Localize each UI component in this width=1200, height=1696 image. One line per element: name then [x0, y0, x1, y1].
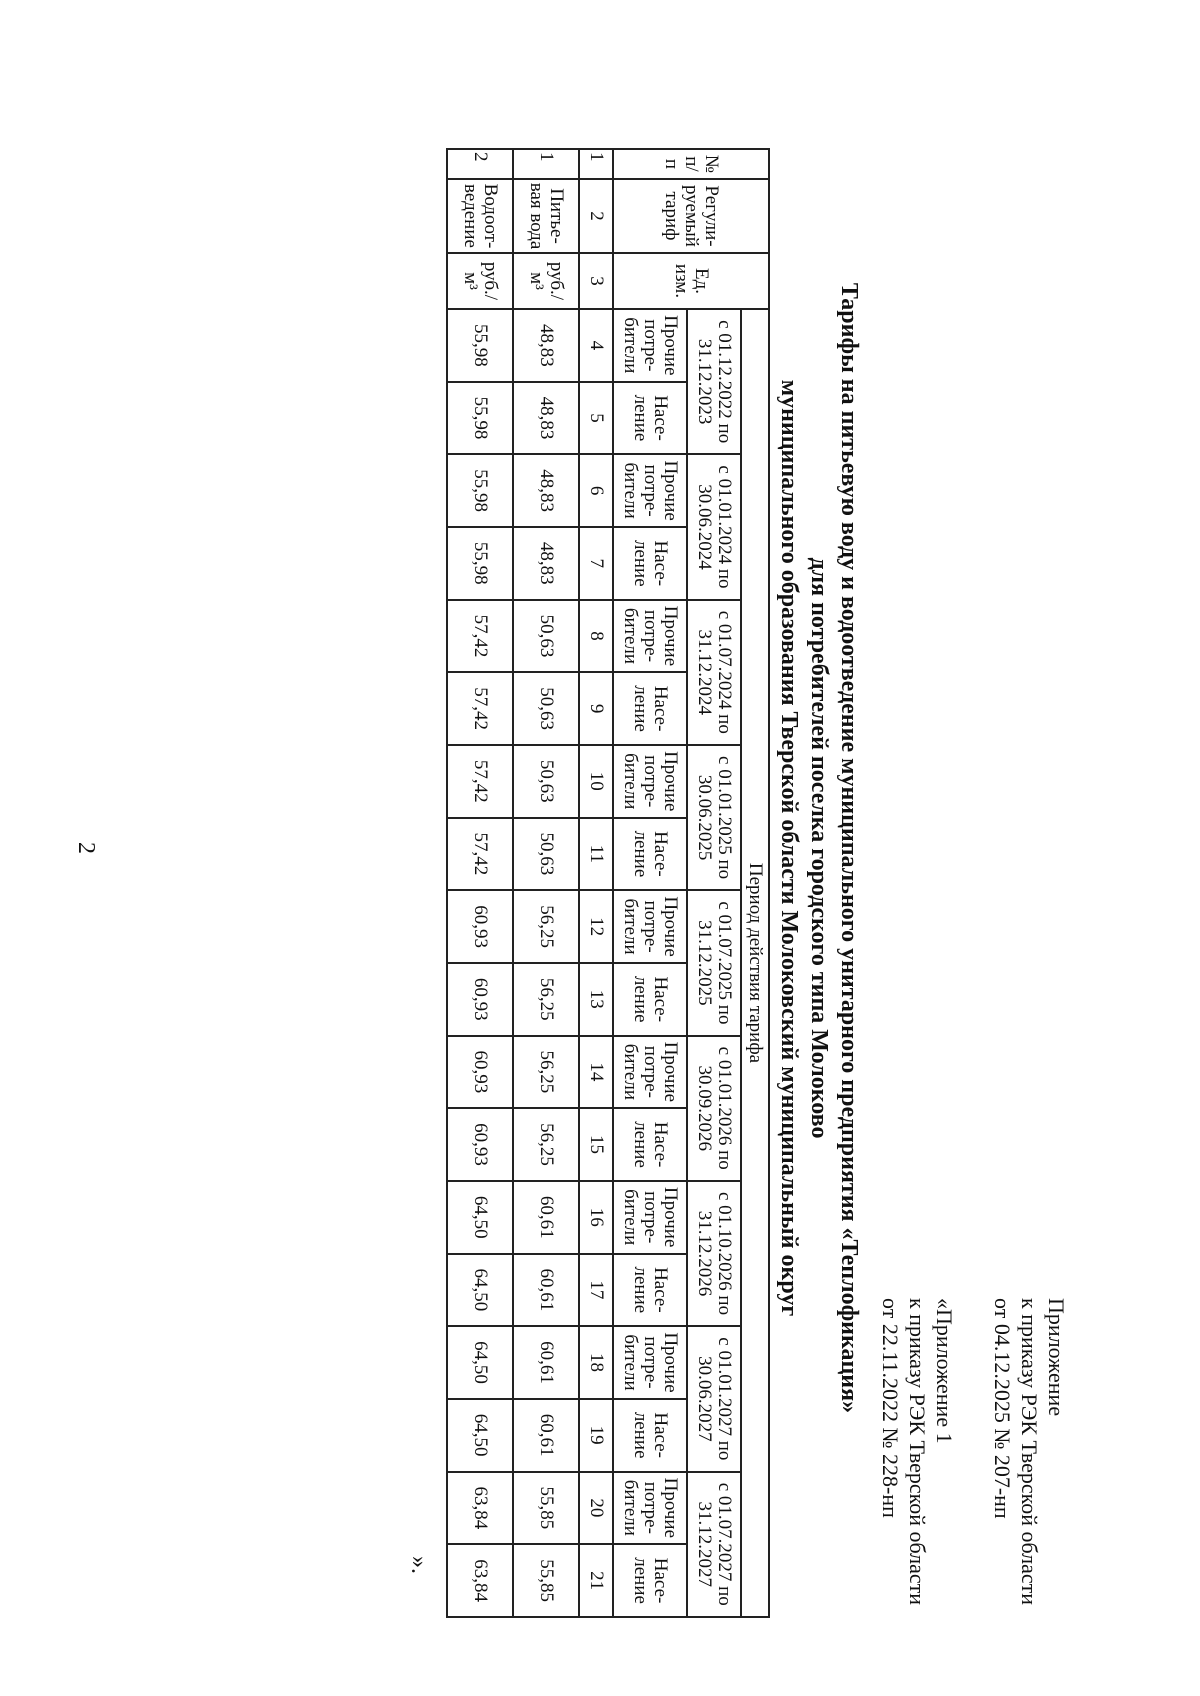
column-number: 16	[579, 1181, 613, 1254]
period-header: с 01.12.2022 по 31.12.2023	[687, 309, 741, 454]
tariff-value: 48,83	[513, 309, 579, 382]
tariff-value: 55,85	[513, 1472, 579, 1545]
tariff-value: 64,50	[447, 1181, 513, 1254]
tariff-value: 57,42	[447, 745, 513, 818]
group-other-header: Прочие потре-бители	[613, 1181, 687, 1254]
header-period: Период действия тарифа	[741, 309, 769, 1617]
column-number: 9	[579, 672, 613, 745]
period-header: с 01.01.2027 по 30.06.2027	[687, 1326, 741, 1471]
column-number: 7	[579, 527, 613, 600]
tariff-value: 55,85	[513, 1544, 579, 1617]
column-number: 17	[579, 1254, 613, 1327]
column-number: 4	[579, 309, 613, 382]
tariff-value: 64,50	[447, 1399, 513, 1472]
column-number: 1	[579, 149, 613, 179]
tariff-value: 64,50	[447, 1326, 513, 1399]
appendix-current-line3: от 04.12.2025 № 207-нп	[990, 1298, 1015, 1519]
period-header: с 01.01.2024 по 30.06.2024	[687, 454, 741, 599]
column-number: 12	[579, 890, 613, 963]
group-population-header: Насе-ление	[613, 818, 687, 891]
column-number: 5	[579, 382, 613, 455]
document-title	[774, 68, 864, 1628]
tariff-value: 56,25	[513, 890, 579, 963]
period-header: с 01.10.2026 по 31.12.2026	[687, 1181, 741, 1326]
group-other-header: Прочие потре-бители	[613, 600, 687, 673]
group-other-header: Прочие потре-бители	[613, 1326, 687, 1399]
appendix-previous	[877, 1298, 958, 1628]
group-population-header: Насе-ление	[613, 527, 687, 600]
tariff-value: 55,98	[447, 454, 513, 527]
group-other-header: Прочие потре-бители	[613, 1036, 687, 1109]
group-population-header: Насе-ление	[613, 1108, 687, 1181]
period-header: с 01.07.2024 по 31.12.2024	[687, 600, 741, 745]
appendix-previous-line3: от 22.11.2022 № 228-нп	[878, 1298, 903, 1518]
tariff-value: 57,42	[447, 818, 513, 891]
tariff-value: 55,98	[447, 382, 513, 455]
column-number: 11	[579, 818, 613, 891]
title-line2: для потребителей поселка городского типа Молоково	[806, 557, 832, 1139]
table-row	[513, 149, 579, 1617]
tariff-value: 60,61	[513, 1399, 579, 1472]
tariff-value: 64,50	[447, 1254, 513, 1327]
landscape-content	[406, 68, 1070, 1628]
appendix-current	[989, 1298, 1070, 1628]
tariff-table	[446, 148, 770, 1618]
period-header: с 01.07.2027 по 31.12.2027	[687, 1472, 741, 1618]
tariff-value: 50,63	[513, 600, 579, 673]
tariff-value: 63,84	[447, 1544, 513, 1617]
title-line1: Тарифы на питьевую воду и водоотведение муниципального унитарного предприятия «Теплофикация»	[836, 282, 862, 1414]
appendix-previous-line2: к приказу РЭК Тверской области	[905, 1298, 930, 1606]
title-line3: муниципального образования Тверской области Молоковский муниципальный округ	[776, 379, 802, 1317]
tariff-value: 55,98	[447, 309, 513, 382]
column-number: 14	[579, 1036, 613, 1109]
tariff-value: 48,83	[513, 527, 579, 600]
tariff-value: 60,61	[513, 1254, 579, 1327]
column-number: 3	[579, 253, 613, 309]
period-header: с 01.07.2025 по 31.12.2025	[687, 890, 741, 1035]
tariff-value: 56,25	[513, 1036, 579, 1109]
column-number: 19	[579, 1399, 613, 1472]
appendix-current-line1: Приложение	[1044, 1298, 1069, 1417]
column-number: 2	[579, 179, 613, 253]
row-tariff-name: Водоот-ведение	[447, 179, 513, 253]
tariff-value: 57,42	[447, 600, 513, 673]
period-header: с 01.01.2026 по 30.09.2026	[687, 1036, 741, 1181]
table-row	[447, 149, 513, 1617]
tariff-value: 50,63	[513, 745, 579, 818]
tariff-value: 60,61	[513, 1326, 579, 1399]
row-tariff-name: Питье-вая вода	[513, 179, 579, 253]
period-header: с 01.01.2025 по 30.06.2025	[687, 745, 741, 890]
group-population-header: Насе-ление	[613, 1399, 687, 1472]
appendix-previous-line1: «Приложение 1	[932, 1298, 957, 1444]
group-population-header: Насе-ление	[613, 963, 687, 1036]
column-number: 6	[579, 454, 613, 527]
group-other-header: Прочие потре-бители	[613, 745, 687, 818]
column-number: 13	[579, 963, 613, 1036]
group-population-header: Насе-ление	[613, 672, 687, 745]
column-number: 8	[579, 600, 613, 673]
tariff-value: 50,63	[513, 818, 579, 891]
column-number: 21	[579, 1544, 613, 1617]
group-other-header: Прочие потре-бители	[613, 309, 687, 382]
row-number: 2	[447, 149, 513, 179]
tariff-value: 60,93	[447, 890, 513, 963]
tariff-value: 63,84	[447, 1472, 513, 1545]
column-number: 20	[579, 1472, 613, 1545]
column-number: 10	[579, 745, 613, 818]
group-population-header: Насе-ление	[613, 382, 687, 455]
group-other-header: Прочие потре-бители	[613, 890, 687, 963]
tariff-value: 57,42	[447, 672, 513, 745]
closing-quote: ».	[406, 1556, 432, 1574]
tariff-value: 48,83	[513, 382, 579, 455]
appendix-current-line2: к приказу РЭК Тверской области	[1017, 1298, 1042, 1606]
row-number: 1	[513, 149, 579, 179]
tariff-value: 60,61	[513, 1181, 579, 1254]
tariff-value: 60,93	[447, 1108, 513, 1181]
header-tariff: Регули-руемый тариф	[613, 179, 769, 253]
tariff-value: 60,93	[447, 963, 513, 1036]
header-unit: Ед. изм.	[613, 253, 769, 309]
header-no: № п/п	[613, 149, 769, 179]
group-other-header: Прочие потре-бители	[613, 454, 687, 527]
column-number: 15	[579, 1108, 613, 1181]
group-other-header: Прочие потре-бители	[613, 1472, 687, 1545]
group-population-header: Насе-ление	[613, 1254, 687, 1327]
group-population-header: Насе-ление	[613, 1544, 687, 1617]
tariff-value: 48,83	[513, 454, 579, 527]
page-number: 2	[73, 842, 99, 854]
column-number: 18	[579, 1326, 613, 1399]
row-unit: руб./м³	[447, 253, 513, 309]
tariff-value: 55,98	[447, 527, 513, 600]
row-unit: руб./м³	[513, 253, 579, 309]
tariff-value: 56,25	[513, 1108, 579, 1181]
tariff-value: 50,63	[513, 672, 579, 745]
tariff-value: 60,93	[447, 1036, 513, 1109]
tariff-value: 56,25	[513, 963, 579, 1036]
